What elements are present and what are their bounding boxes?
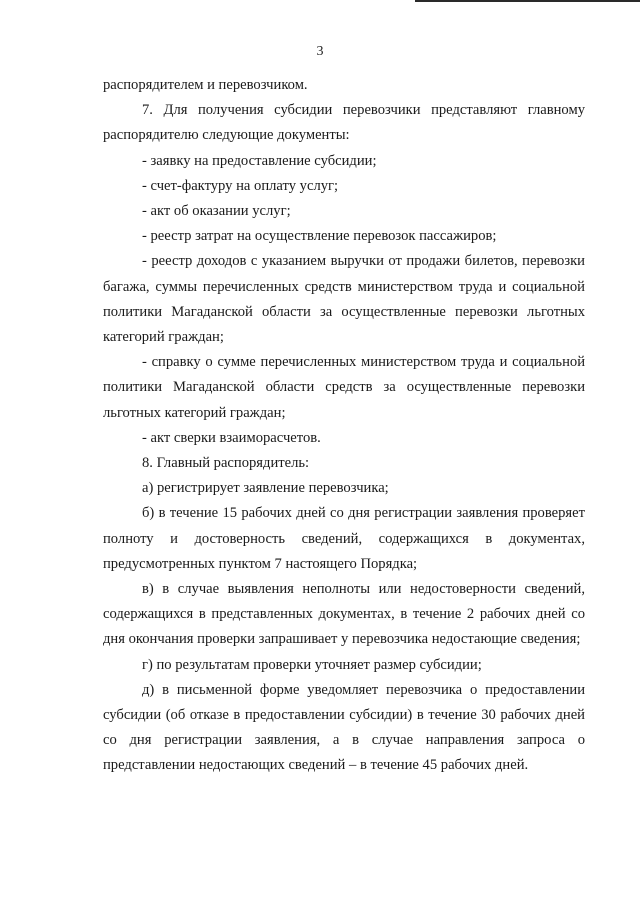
page-number: 3 — [316, 44, 324, 59]
subitem-d: д) в письменной форме уведомляет перевозчика о предоставлении субсидии (об отказе в предоставлении субсидии) в течение 30 рабочих дней со дня регистрации заявления, а в случае направления запроса о представлении недостающих сведений – в течение 45 рабочих дней. — [103, 681, 585, 774]
list-item-reference: - справку о сумме перечисленных министерством труда и социальной политики Магаданской области средств за осуществленные перевозки льготных категорий граждан; — [103, 354, 585, 421]
subitem-b: б) в течение 15 рабочих дней со дня регистрации заявления проверяет полноту и достоверность сведений, содержащихся в документах, предусмотренных пунктом 7 настоящего Порядка; — [103, 505, 585, 572]
list-item-cost-register: - реестр затрат на осуществление перевозок пассажиров; — [142, 228, 497, 245]
document-body — [103, 73, 585, 779]
paragraph-item-7: 7. Для получения субсидии перевозчики представляют главному распорядителю следующие документы: — [103, 102, 585, 144]
subitem-g: г) по результатам проверки уточняет размер субсидии; — [142, 656, 482, 673]
list-item-service-act: - акт об оказании услуг; — [142, 203, 291, 220]
list-item-invoice: - счет-фактуру на оплату услуг; — [142, 177, 339, 194]
subitem-v: в) в случае выявления неполноты или недостоверности сведений, содержащихся в представленных документах, в течение 2 рабочих дней со дня окончания проверки запрашивает у перевозчика недостающие сведения; — [103, 581, 585, 648]
paragraph-continuation: распорядителем и перевозчиком. — [103, 77, 308, 93]
subitem-a: а) регистрирует заявление перевозчика; — [142, 480, 389, 497]
list-item-income-register: - реестр доходов с указанием выручки от продажи билетов, перевозки багажа, суммы перечисленных средств министерством труда и социальной политики Магаданской области за осуществленные перевозки льготных категорий граждан; — [103, 253, 585, 346]
top-rule — [415, 0, 640, 2]
paragraph-item-8: 8. Главный распорядитель: — [142, 455, 310, 472]
list-item-application: - заявку на предоставление субсидии; — [142, 152, 377, 169]
list-item-reconciliation-act: - акт сверки взаиморасчетов. — [142, 429, 321, 446]
